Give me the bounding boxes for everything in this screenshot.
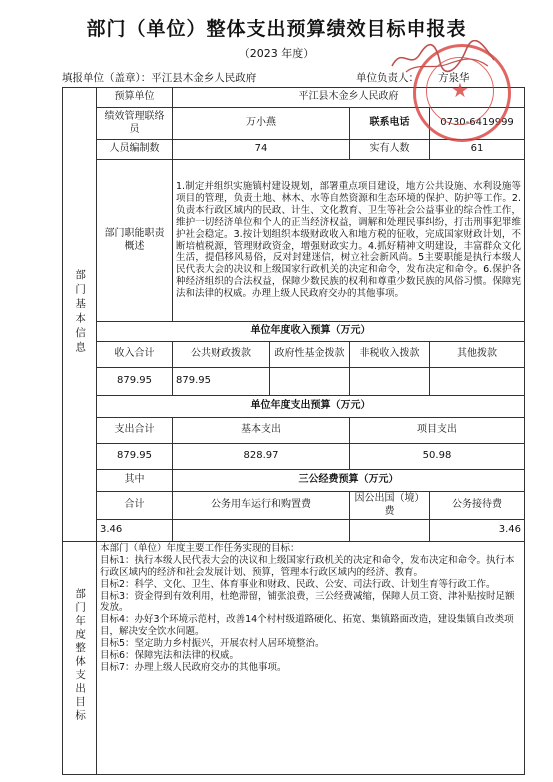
- contact-name: 万小燕: [173, 108, 350, 140]
- income-public-value: 879.95: [173, 368, 270, 396]
- leader-label: 单位负责人：: [356, 72, 419, 84]
- duty-text: 1.制定并组织实施镇村建设规划，部署重点项目建设，地方公共设施、水利设施等项目的管理，负责土地、林木、水等自然资源和生态环境的保护、防护等工作。2.负责本行政区域内的民政、计生、文化教育、卫生等社会公益事业的综合性工作，维护一切经济单位和个人的正当经济权益，调解和处理民事纠纷，打击刑事犯罪维护社会稳定。3.按计划组织本级财政收入和地方税的征收，完成国家财政计划，不断培植税源，管理财政资金，增强财政实力。4.抓好精神文明建设，丰富群众文化生活，提倡移风易俗，反对封建迷信，树立社会新风尚。5主要职能是执行本级人民代表大会的决议和上级国家行政机关的决定和命令，发布决定和命令。6.保护各种经济组织的合法权益，保障少数民族的权利和尊重少数民族的风俗习惯。保障宪法和法律的权威。办理上级人民政府交办的其他事项。: [173, 160, 525, 322]
- income-other-value: [430, 368, 525, 396]
- actual-staff-label: 实有人数: [350, 140, 430, 160]
- budget-form-table: [62, 87, 525, 775]
- goal-item: 目标6：保障宪法和法律的权威。: [100, 649, 240, 661]
- sangong-col-abroad: 因公出国（境）费: [350, 492, 430, 520]
- income-nontax-value: [350, 368, 430, 396]
- expense-col-project: 项目支出: [350, 418, 525, 444]
- section-annual-goals: [63, 542, 97, 775]
- section-basic-info-label: 部门基本信息: [74, 268, 87, 356]
- income-col-other: 其他拨款: [430, 342, 525, 368]
- goal-item: 目标2：科学、文化、卫生、体育事业和财政、民政、公安、司法行政、计划生育等行政工作。: [100, 578, 496, 590]
- goal-intro: 本部门（单位）年度主要工作任务实现的目标：: [100, 543, 300, 554]
- staff-label: 人员编制数: [97, 140, 173, 160]
- sangong-abroad-value: [350, 520, 430, 542]
- goal-item: 目标1：执行本级人民代表大会的决议和上级国家行政机关的决定和命令，发布决定和命令。执行本行政区域内的经济和社会发展计划、预算，管理本行政区域内的经济、教育。: [100, 554, 515, 578]
- sangong-header: 三公经费预算（万元）: [173, 470, 525, 492]
- section-basic-info: [63, 88, 97, 542]
- goal-item: 目标4：办好3个环境示范村，改善14个村村级道路硬化、拓宽、集镇路面改造，建设集镇自改类项目，解决安全饮水问题。: [100, 614, 514, 638]
- expense-header: 单位年度支出预算（万元）: [97, 396, 525, 418]
- leader-name: 方泉华: [438, 72, 470, 84]
- actual-staff-value: 61: [430, 140, 525, 160]
- form-title: 部门（单位）整体支出预算绩效目标申报表: [86, 18, 467, 40]
- phone-label: 联系电话: [350, 108, 430, 140]
- income-header: 单位年度收入预算（万元）: [97, 322, 525, 342]
- expense-total-value: 879.95: [97, 444, 173, 470]
- goal-item: 目标5：坚定助力乡村振兴，开展农村人居环境整治。: [100, 638, 325, 649]
- income-col-total: 收入合计: [97, 342, 173, 368]
- section-annual-goals-label: 部门年度整体支出目标: [74, 588, 87, 724]
- income-col-nontax: 非税收入拨款: [350, 342, 430, 368]
- income-col-public: 公共财政拨款: [173, 342, 270, 368]
- income-col-fund: 政府性基金拨款: [270, 342, 350, 368]
- expense-col-basic: 基本支出: [173, 418, 350, 444]
- goals-cell: [97, 542, 525, 775]
- unit-value: 平江县木金乡人民政府: [173, 88, 525, 108]
- sangong-reception-value: 3.46: [430, 520, 525, 542]
- sangong-vehicle-value: [173, 520, 350, 542]
- filler-unit: 填报单位（盖章）：平江县木金乡人民政府: [62, 72, 257, 84]
- expense-basic-value: 828.97: [173, 444, 350, 470]
- sangong-label: 其中: [97, 470, 173, 492]
- income-total-value: 879.95: [97, 368, 173, 396]
- staff-value: 74: [173, 140, 350, 160]
- expense-col-total: 支出合计: [97, 418, 173, 444]
- expense-project-value: 50.98: [350, 444, 525, 470]
- phone-value: 0730-6419999: [430, 108, 525, 140]
- duty-label: 部门职能职责概述: [97, 160, 173, 322]
- income-fund-value: [270, 368, 350, 396]
- sangong-col-vehicle: 公务用车运行和购置费: [173, 492, 350, 520]
- unit-label: 预算单位: [97, 88, 173, 108]
- goal-item: 目标3：资金得到有效利用，杜绝滞留，铺张浪费，三公经费减缩，保障人员工资、津补贴按时足额发放。: [100, 590, 515, 614]
- contact-label: 绩效管理联络员: [97, 108, 173, 140]
- sangong-col-reception: 公务接待费: [430, 492, 525, 520]
- sangong-col-total: 合计: [97, 492, 173, 520]
- goal-item: 目标7：办理上级人民政府交办的其他事项。: [100, 661, 287, 673]
- official-seal-stamp: ★: [413, 44, 511, 142]
- form-year: （2023 年度）: [238, 47, 315, 60]
- sangong-total-value: 3.46: [97, 520, 173, 542]
